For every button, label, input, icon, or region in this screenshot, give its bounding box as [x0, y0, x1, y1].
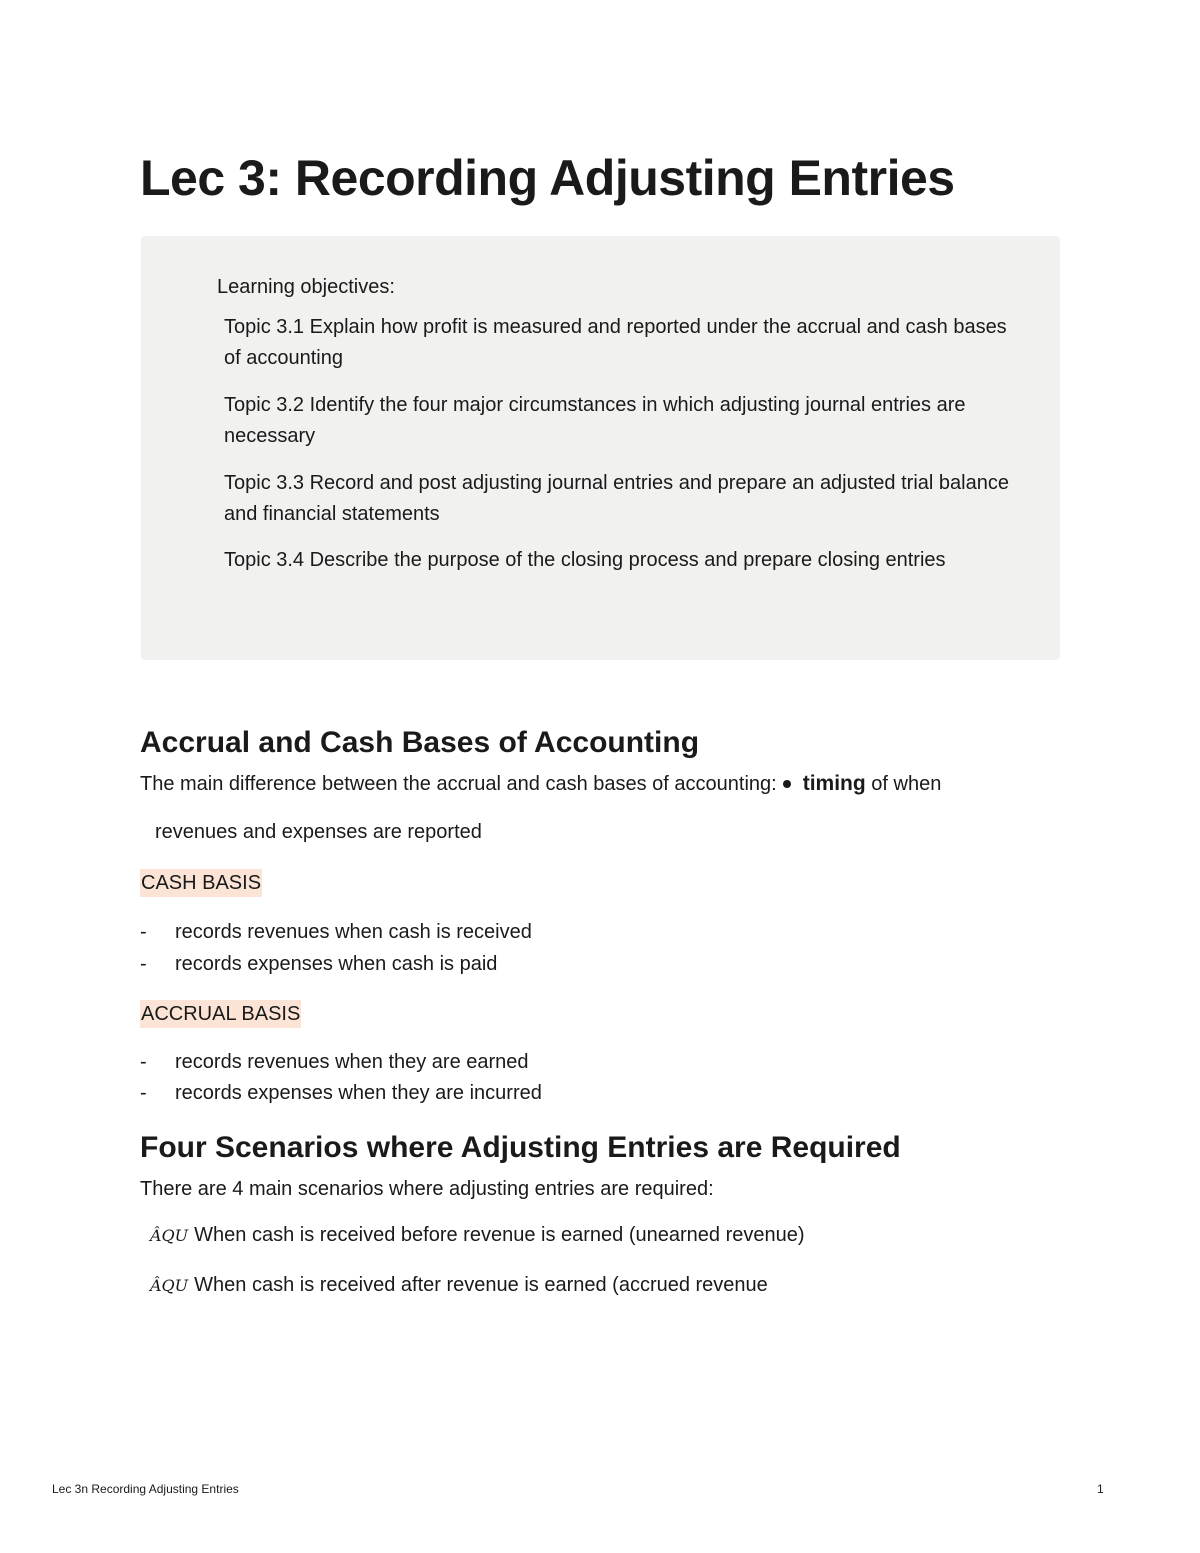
- list-item-text: records revenues when cash is received: [175, 921, 532, 943]
- footer-document-name: Lec 3n Recording Adjusting Entries: [52, 1482, 239, 1496]
- bullet-dot-icon: [783, 780, 791, 788]
- intro-text: The main difference between the accrual and cash bases of accounting:: [140, 773, 777, 795]
- dash-marker: -: [140, 921, 147, 943]
- list-item: [140, 1048, 529, 1076]
- scenario-text: When cash is received before revenue is earned (unearned revenue): [194, 1224, 805, 1246]
- objective-item: Topic 3.1 Explain how profit is measured and reported under the accrual and cash bases of accounting: [224, 316, 1007, 369]
- list-item-text: records expenses when they are incurred: [175, 1082, 542, 1104]
- list-item: [140, 918, 532, 946]
- accrual-cash-intro-continued: revenues and expenses are reported: [155, 821, 482, 843]
- objective-item: Topic 3.2 Identify the four major circumstances in which adjusting journal entries are necessary: [224, 394, 966, 447]
- learning-objectives-box: [141, 236, 1060, 660]
- section-heading-four-scenarios: Four Scenarios where Adjusting Entries are Required: [140, 1131, 901, 1164]
- list-item-text: records expenses when cash is paid: [175, 953, 498, 975]
- scenario-item: [150, 1221, 805, 1250]
- bullet-glyph-icon: ÂQU: [150, 1276, 189, 1295]
- dash-marker: -: [140, 1082, 147, 1104]
- scenarios-intro: There are 4 main scenarios where adjusting entries are required:: [140, 1178, 714, 1200]
- learning-objectives-heading: Learning objectives:: [217, 276, 395, 298]
- list-item: [140, 950, 497, 978]
- accrual-cash-intro: [140, 770, 941, 798]
- list-item-text: records revenues when they are earned: [175, 1051, 529, 1073]
- objective-item: Topic 3.4 Describe the purpose of the closing process and prepare closing entries: [224, 549, 946, 571]
- bullet-glyph-icon: ÂQU: [150, 1226, 189, 1245]
- intro-tail: of when: [871, 773, 942, 795]
- section-heading-accrual-cash: Accrual and Cash Bases of Accounting: [140, 726, 700, 759]
- timing-emphasis: timing: [802, 772, 866, 795]
- objective-item: Topic 3.3 Record and post adjusting journal entries and prepare an adjusted trial balance and financial statements: [224, 472, 1009, 525]
- scenario-item: [150, 1271, 768, 1300]
- accrual-basis-label: ACCRUAL BASIS: [140, 1000, 301, 1028]
- page-title: Lec 3: Recording Adjusting Entries: [140, 150, 955, 206]
- dash-marker: -: [140, 953, 147, 975]
- footer-page-number: 1: [1097, 1482, 1104, 1496]
- scenario-text: When cash is received after revenue is earned (accrued revenue: [194, 1274, 768, 1296]
- cash-basis-label: CASH BASIS: [140, 869, 262, 897]
- dash-marker: -: [140, 1051, 147, 1073]
- list-item: [140, 1079, 542, 1107]
